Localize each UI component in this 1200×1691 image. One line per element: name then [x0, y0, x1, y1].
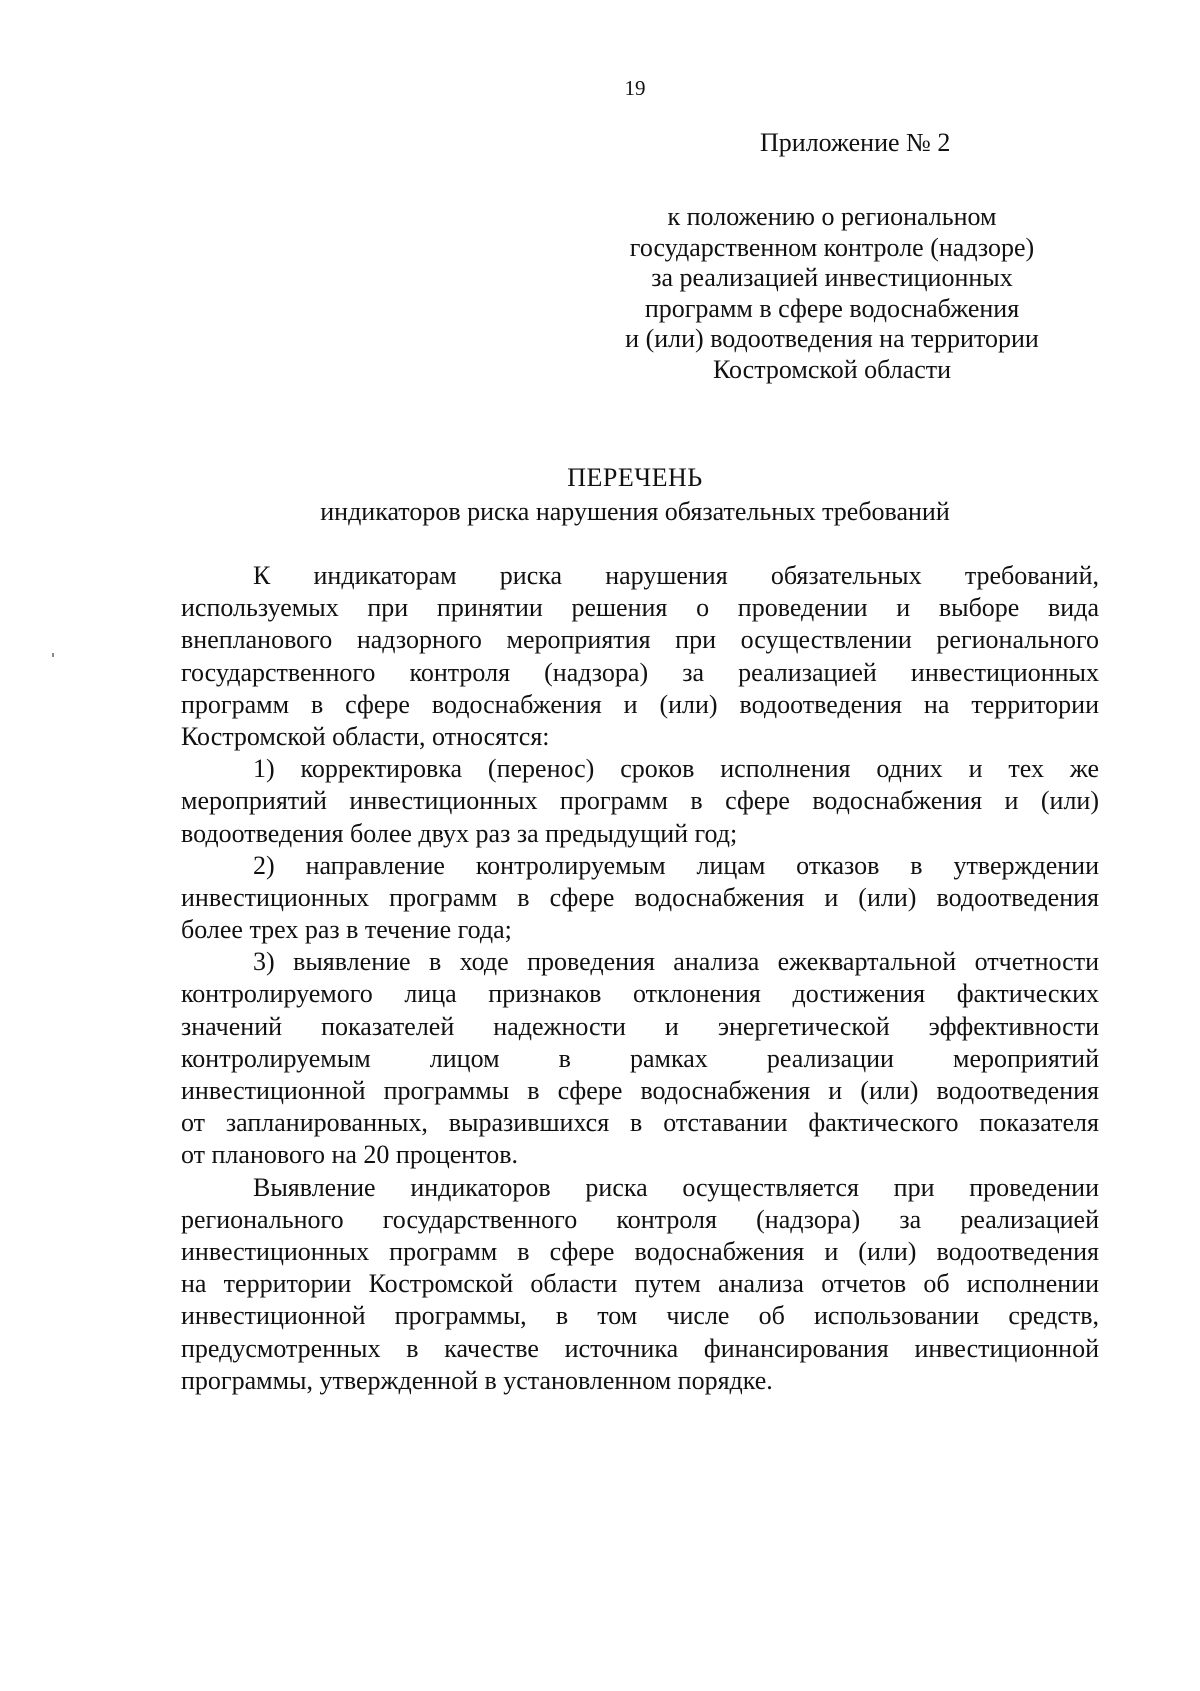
body-line: контролируемого лица признаков отклонения достижения фактических — [181, 979, 1099, 1009]
body-line: государственного контроля (надзора) за реализацией инвестиционных — [181, 657, 1099, 687]
appendix-subtitle-line: к положению о региональном — [667, 202, 997, 231]
body-line: значений показателей надежности и энергетической эффективности — [181, 1011, 1099, 1041]
appendix-title: Приложение № 2 — [760, 128, 951, 157]
body-line: водоотведения более двух раз за предыдущий год; — [181, 818, 738, 848]
body-line: программы, утвержденной в установленном порядке. — [181, 1365, 773, 1395]
body-line: на территории Костромской области путем анализа отчетов об исполнении — [181, 1269, 1099, 1299]
appendix-subtitle-line: государственном контроле (надзоре) — [629, 232, 1035, 262]
body-line: внепланового надзорного мероприятия при осуществлении регионального — [181, 625, 1099, 655]
list-title: ПЕРЕЧЕНЬ — [567, 463, 703, 492]
appendix-subtitle-line: программ в сфере водоснабжения — [644, 293, 1020, 323]
body-line: регионального государственного контроля (надзора) за реализацией — [181, 1204, 1099, 1234]
body-line: инвестиционной программы, в том числе об использовании средств, — [181, 1301, 1099, 1331]
body-line: Выявление индикаторов риска осуществляется при проведении — [253, 1172, 1099, 1202]
body-line: от запланированных, выразившихся в отставании фактического показателя — [181, 1108, 1099, 1138]
body-line: 1) корректировка (перенос) сроков исполнения одних и тех же — [253, 754, 1099, 784]
appendix-subtitle-line: и (или) водоотведения на территории — [625, 324, 1039, 353]
body-line: инвестиционной программы в сфере водоснабжения и (или) водоотведения — [181, 1076, 1099, 1105]
list-subtitle: индикаторов риска нарушения обязательных требований — [320, 497, 950, 526]
appendix-subtitle — [592, 202, 1072, 385]
body-line: от планового на 20 процентов. — [181, 1140, 519, 1170]
body-line: контролируемым лицом в рамках реализации мероприятий — [181, 1043, 1099, 1073]
body-line: программ в сфере водоснабжения и (или) водоотведения на территории — [181, 689, 1099, 719]
body-line: используемых при принятии решения о проведении и выборе вида — [181, 593, 1099, 623]
body-line: К индикаторам риска нарушения обязательных требований, — [253, 561, 1099, 590]
scan-speck — [52, 653, 54, 657]
body-line: 2) направление контролируемым лицам отказов в утверждении — [253, 850, 1099, 880]
page-number: 19 — [624, 76, 646, 100]
body-line: Костромской области, относятся: — [181, 721, 550, 751]
appendix-subtitle-line: Костромской области — [712, 354, 952, 384]
body-line: более трех раз в течение года; — [181, 915, 512, 945]
appendix-subtitle-line: за реализацией инвестиционных — [651, 263, 1013, 292]
body-line: 3) выявление в ходе проведения анализа ежеквартальной отчетности — [253, 947, 1099, 977]
body-line: мероприятий инвестиционных программ в сфере водоснабжения и (или) — [181, 786, 1099, 816]
body-line: инвестиционных программ в сфере водоснабжения и (или) водоотведения — [181, 882, 1099, 912]
body-line: предусмотренных в качестве источника финансирования инвестиционной — [181, 1333, 1099, 1363]
body-line: инвестиционных программ в сфере водоснабжения и (или) водоотведения — [181, 1236, 1099, 1266]
document-body — [181, 560, 1099, 1397]
